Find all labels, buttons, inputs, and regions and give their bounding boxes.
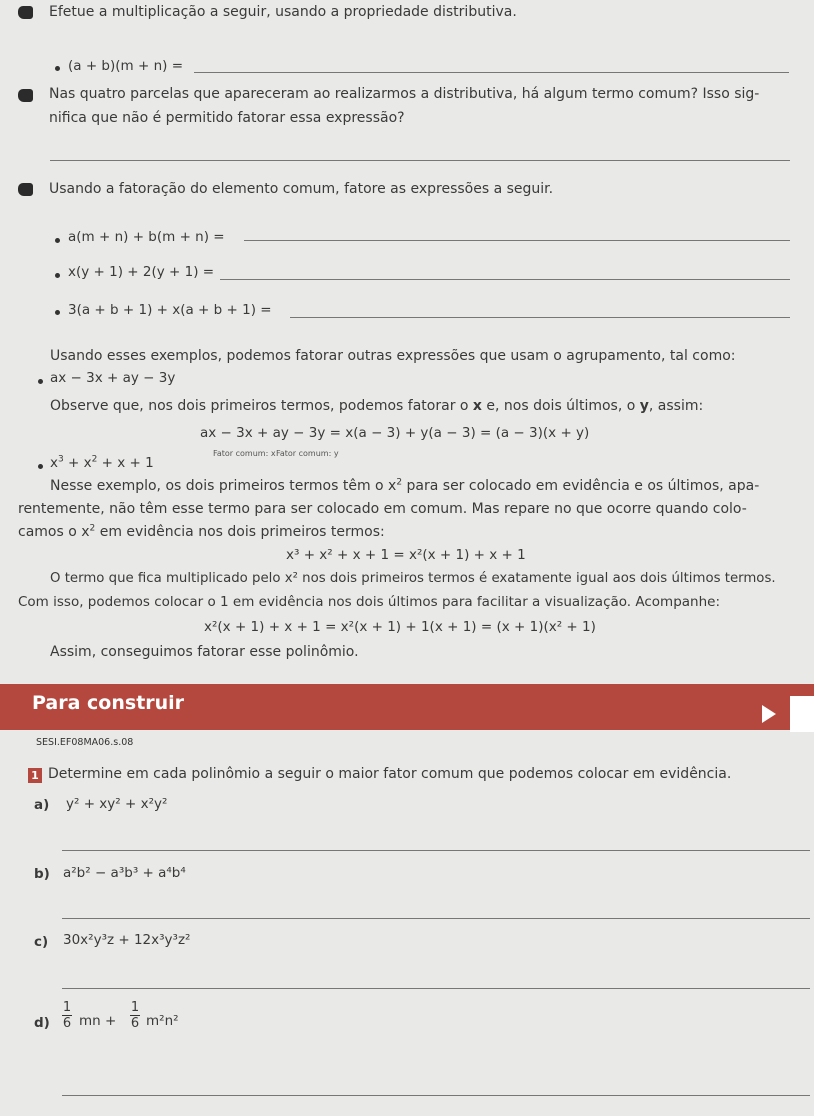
answer-line[interactable]	[62, 988, 810, 989]
example-2: $x^3 + x^2 + x + 1$	[50, 454, 154, 471]
pencil-tip-icon	[762, 705, 776, 723]
paragraph-2-line1: Nesse exemplo, os dois primeiros termos têm o $x^2$ para ser colocado em evidência e os últimos, apa-	[50, 477, 760, 494]
question-1-prompt: Determine em cada polinômio a seguir o maior fator comum que podemos colocar em evidência.	[48, 766, 732, 782]
exercise-c-prompt: Usando a fatoração do elemento comum, fatore as expressões a seguir.	[49, 181, 554, 197]
exercise-a-expression: (a + b)(m + n) =	[68, 58, 184, 74]
p2-line1-a: Nesse exemplo, os dois primeiros termos têm o x	[50, 478, 397, 494]
paragraph-3-line2: Com isso, podemos colocar o 1 em evidência nos dois últimos para facilitar a visualização. Acompanhe:	[18, 594, 721, 610]
paragraph-2-line3: camos o $x^2$ em evidência nos dois primeiros termos:	[18, 523, 385, 540]
exercise-a-prompt: Efetue a multiplicação a seguir, usando a propriedade distributiva.	[49, 4, 517, 20]
answer-line[interactable]	[62, 918, 810, 919]
observe-y: y	[639, 398, 649, 414]
answer-line[interactable]	[220, 279, 790, 280]
observe-post: , assim:	[648, 398, 704, 414]
skill-code: SESI.EF08MA06.s.08	[36, 737, 134, 748]
answer-line[interactable]	[290, 317, 790, 318]
fraction-denominator: 6	[62, 1016, 72, 1031]
item-c-expression: 30x²y³z + 12x³y³z²	[63, 932, 191, 948]
equation-2: x³ + x² + x + 1 = x²(x + 1) + x + 1	[286, 547, 526, 563]
answer-line[interactable]	[50, 160, 790, 161]
bullet-icon	[55, 310, 60, 315]
paragraph-2-line2: rentemente, não têm esse termo para ser colocado em comum. Mas repare no que ocorre quando colo-	[18, 501, 747, 517]
item-a-expression: y² + xy² + x²y²	[66, 796, 168, 812]
item-c-label: c)	[34, 934, 49, 950]
bullet-icon	[38, 379, 43, 384]
item-b-label: b)	[34, 866, 50, 882]
observe-x: x	[472, 398, 482, 414]
p2-line1-b: para ser colocado em evidência e os últimos, apa-	[402, 478, 760, 494]
exercise-c-item: a(m + n) + b(m + n) =	[68, 229, 225, 245]
observe-mid: e, nos dois últimos, o	[481, 398, 640, 414]
fraction-numerator: 1	[130, 1000, 140, 1015]
common-factor-x-note: Fator comum: x	[213, 449, 276, 458]
example-1: ax − 3x + ay − 3y	[50, 370, 176, 386]
p2-line3-a: camos o x	[18, 524, 90, 540]
explanation-intro: Usando esses exemplos, podemos fatorar outras expressões que usam o agrupamento, tal como:	[50, 348, 736, 364]
pencil-body-icon	[790, 696, 814, 732]
item-a-label: a)	[34, 797, 50, 813]
item-b-expression: a²b² − a³b³ + a⁴b⁴	[63, 865, 186, 881]
conclusion: Assim, conseguimos fatorar esse polinômio.	[50, 644, 359, 660]
item-d-label: d)	[34, 1015, 50, 1031]
item-d-term2: m²n²	[146, 1013, 179, 1029]
bullet-icon	[55, 238, 60, 243]
common-factor-y-note: Fator comum: y	[276, 449, 339, 458]
paragraph-3-line1: O termo que fica multiplicado pelo x² nos dois primeiros termos é exatamente igual aos dois últimos termos.	[50, 571, 776, 586]
fraction-one-sixth	[130, 1001, 140, 1030]
bullet-icon	[55, 66, 60, 71]
answer-line[interactable]	[62, 1095, 810, 1096]
fraction-numerator: 1	[62, 1000, 72, 1015]
answer-line[interactable]	[244, 240, 790, 241]
item-d-term1: mn +	[79, 1013, 117, 1029]
exercise-b-prompt-line1: Nas quatro parcelas que apareceram ao realizarmos a distributiva, há algum termo comum? Isso sig-	[49, 86, 760, 102]
exercise-b-prompt-line2: nifica que não é permitido fatorar essa expressão?	[49, 110, 405, 126]
equation-3: x²(x + 1) + x + 1 = x²(x + 1) + 1(x + 1) = (x + 1)(x² + 1)	[204, 619, 596, 635]
bullet-icon	[38, 464, 43, 469]
observe-text	[50, 398, 703, 414]
section-title: Para construir	[32, 692, 185, 714]
question-number-badge: 1	[28, 768, 42, 783]
exercise-marker-icon	[18, 183, 33, 196]
fraction-one-sixth	[62, 1001, 72, 1030]
equation-1: ax − 3x + ay − 3y = x(a − 3) + y(a − 3) = (a − 3)(x + y)	[200, 425, 590, 441]
exercise-marker-icon	[18, 6, 33, 19]
answer-line[interactable]	[62, 850, 810, 851]
answer-line[interactable]	[194, 72, 789, 73]
observe-pre: Observe que, nos dois primeiros termos, podemos fatorar o	[50, 398, 473, 414]
p2-line3-b: em evidência nos dois primeiros termos:	[95, 524, 385, 540]
exercise-marker-icon	[18, 89, 33, 102]
exercise-c-item: x(y + 1) + 2(y + 1) =	[68, 264, 215, 280]
exercise-c-item: 3(a + b + 1) + x(a + b + 1) =	[68, 302, 272, 318]
bullet-icon	[55, 273, 60, 278]
fraction-denominator: 6	[130, 1016, 140, 1031]
